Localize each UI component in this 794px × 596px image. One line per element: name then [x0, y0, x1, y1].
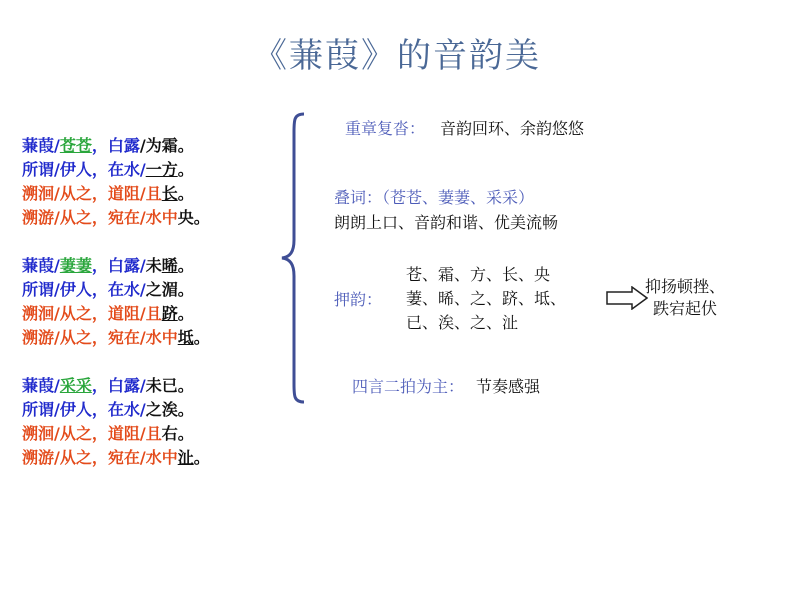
poem-segment: /为: [139, 136, 162, 155]
right-arrow-icon: [606, 286, 648, 310]
rhyme-line: 已、涘、之、沚: [406, 313, 519, 332]
poem-line: [22, 158, 210, 182]
rhyme-words: [406, 263, 566, 335]
poem-segment: 长: [161, 184, 178, 203]
poem-segment: 。: [177, 400, 194, 419]
curly-brace: [278, 112, 308, 404]
poem-segment: /: [54, 136, 60, 155]
poem-line: [22, 446, 210, 470]
poem-segment: 溯洄/从之，道阻/且: [22, 424, 162, 443]
reduplication-text: 朗朗上口、音韵和谐、优美流畅: [334, 213, 559, 232]
poem-segment: 右: [161, 424, 178, 443]
rhyme-line: 萋、晞、之、跻、坻、: [406, 289, 567, 308]
poem-segment: 萋萋: [59, 256, 92, 275]
poem-segment: 。: [193, 208, 210, 227]
poem-line: [22, 302, 210, 326]
poem-line: [22, 182, 210, 206]
poem-segment: 沚: [177, 448, 194, 467]
poem-segment: 跻: [161, 304, 178, 323]
poem-segment: 溯游/从之，宛在/水中: [22, 328, 178, 347]
poem-segment: 溯洄/从之，道阻/且: [22, 304, 162, 323]
poem-segment: 之涘: [145, 400, 178, 419]
poem-segment: 。: [193, 328, 210, 347]
poem-segment: 所谓/伊人，在水/: [22, 160, 146, 179]
poem-segment: 溯游/从之，宛在/水中: [22, 448, 178, 467]
rhyme-effect: [645, 276, 725, 320]
repetition-label: 重章复沓：: [345, 119, 426, 138]
poem-segment: ，白露/: [91, 376, 146, 395]
poem-segment: 蒹葭/: [22, 376, 60, 395]
poem-segment: 一方: [145, 160, 178, 179]
poem-segment: 。: [177, 256, 194, 275]
poem-stanza: [22, 254, 210, 350]
poem-segment: 溯游/从之，宛在/水中: [22, 208, 178, 227]
poem-stanza: [22, 134, 210, 230]
rhyme-effect-line: 抑扬顿挫、: [645, 277, 726, 296]
rhythm-text: 节奏感强: [476, 377, 541, 396]
poem-segment: 霜: [161, 136, 178, 155]
poem-segment: 。: [177, 184, 194, 203]
rhyme-effect-line: 跌宕起伏: [653, 299, 718, 318]
repetition-text: 音韵回环、余韵悠悠: [440, 119, 585, 138]
poem-line: [22, 134, 210, 158]
poem-segment: 苍苍: [59, 136, 92, 155]
rhyme-line: 苍、霜、方、长、央: [406, 265, 551, 284]
poem-text: [22, 134, 210, 494]
poem-segment: 蒹葭: [22, 136, 55, 155]
poem-segment: 。: [177, 160, 194, 179]
rhyme-label: 押韵：: [334, 290, 383, 309]
poem-line: [22, 206, 210, 230]
page-title: 《蒹葭》的音韵美: [253, 36, 541, 76]
rhythm-label: 四言二拍为主：: [352, 377, 465, 396]
poem-segment: 。: [177, 280, 194, 299]
poem-segment: 所谓/伊人，在水/: [22, 400, 146, 419]
poem-line: [22, 398, 210, 422]
poem-segment: 。: [177, 304, 194, 323]
poem-line: [22, 326, 210, 350]
poem-segment: 溯洄/从之，道阻/且: [22, 184, 162, 203]
poem-segment: 晞: [161, 256, 178, 275]
poem-segment: 。: [177, 136, 194, 155]
poem-segment: ，白露: [91, 136, 140, 155]
poem-segment: ，白露/: [91, 256, 146, 275]
poem-segment: 采采: [59, 376, 92, 395]
poem-segment: 。: [177, 424, 194, 443]
poem-segment: 所谓/伊人，在水/: [22, 280, 146, 299]
poem-segment: 之湄: [145, 280, 178, 299]
poem-segment: 未: [145, 256, 162, 275]
poem-stanza: [22, 374, 210, 470]
poem-segment: 。: [193, 448, 210, 467]
poem-line: [22, 422, 210, 446]
poem-segment: 未已: [145, 376, 178, 395]
poem-line: [22, 278, 210, 302]
poem-segment: 蒹葭/: [22, 256, 60, 275]
poem-segment: 。: [177, 376, 194, 395]
poem-line: [22, 374, 210, 398]
reduplication-label: 叠词：（苍苍、萋萋、采采）: [334, 188, 535, 207]
poem-segment: 坻: [177, 328, 194, 347]
poem-segment: 央: [177, 208, 194, 227]
poem-line: [22, 254, 210, 278]
